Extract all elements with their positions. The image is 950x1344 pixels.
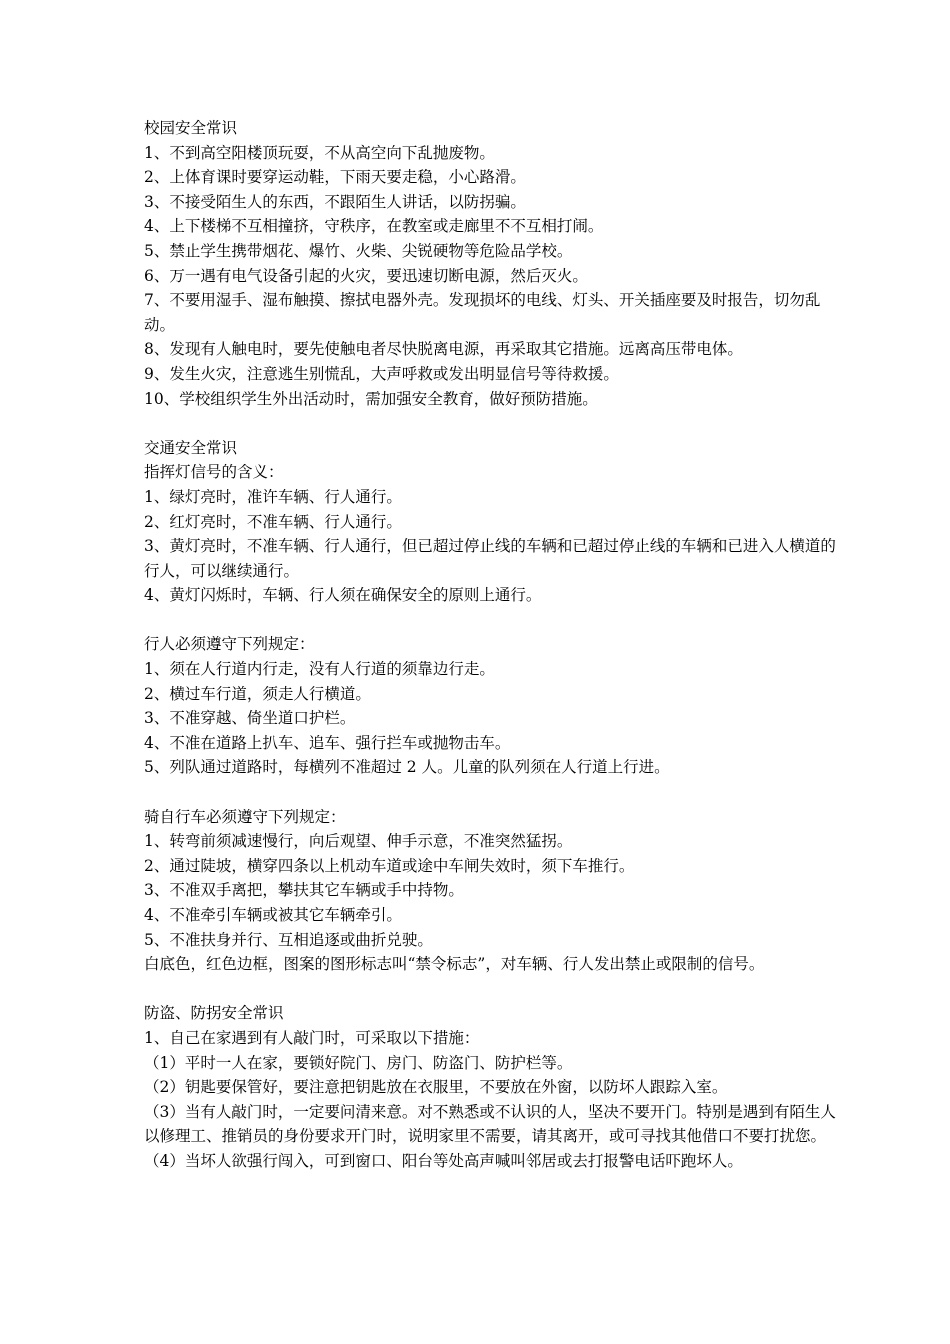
section-anti-theft: [144, 1001, 844, 1173]
list-item: 1、自己在家遇到有人敲门时，可采取以下措施：: [144, 1028, 480, 1047]
list-item: 1、不到高空阳楼顶玩耍，不从高空向下乱抛废物。: [144, 143, 495, 162]
list-item: 3、不准双手离把，攀扶其它车辆或手中持物。: [144, 881, 464, 900]
document-body: [144, 116, 844, 1198]
list-item: 8、发现有人触电时，要先使触电者尽快脱离电源，再采取其它措施。远离高压带电体。: [144, 340, 743, 359]
list-item: （3）当有人敲门时，一定要问清来意。对不熟悉或不认识的人，坚决不要开门。特别是遇到有陌生人以修理工、推销员的身份要求开门时，说明家里不需要，请其离开，或可寻找其他借口不要打扰您。: [144, 1102, 836, 1146]
list-item: 1、须在人行道内行走，没有人行道的须靠边行走。: [144, 660, 495, 679]
section-cycling-rules: [144, 805, 844, 977]
list-item: 4、黄灯闪烁时，车辆、行人须在确保安全的原则上通行。: [144, 586, 542, 605]
list-item: 5、列队通过道路时，每横列不准超过 2 人。儿童的队列须在人行道上行进。: [144, 758, 670, 777]
list-item: 5、不准扶身并行、互相追逐或曲折兑驶。: [144, 930, 433, 949]
section-pedestrian-rules: [144, 632, 844, 780]
list-item: （2）钥匙要保管好，要注意把钥匙放在衣服里，不要放在外窗，以防坏人跟踪入室。: [144, 1078, 728, 1097]
list-item: 3、黄灯亮时，不准车辆、行人通行，但已超过停止线的车辆和已超过停止线的车辆和已进入人横道的行人，可以继续通行。: [144, 537, 836, 580]
list-item: 4、不准牵引车辆或被其它车辆牵引。: [144, 906, 402, 924]
list-item: 指挥灯信号的含义：: [144, 463, 284, 482]
section-traffic-safety: [144, 436, 844, 608]
list-item: 2、红灯亮时，不准车辆、行人通行。: [144, 512, 402, 531]
section-title: 交通安全常识: [144, 438, 238, 457]
list-item: 2、横过车行道，须走人行横道。: [144, 684, 371, 703]
list-item: 1、转弯前须减速慢行，向后观望、伸手示意，不准突然猛拐。: [144, 832, 573, 851]
section-title: 骑自行车必须遵守下列规定：: [144, 807, 346, 826]
list-item: 1、绿灯亮时，准许车辆、行人通行。: [144, 487, 402, 506]
list-item: （1）平时一人在家，要锁好院门、房门、防盗门、防护栏等。: [144, 1053, 573, 1072]
list-item: 4、上下楼梯不互相撞挤，守秩序，在教室或走廊里不不互相打闹。: [144, 217, 604, 236]
list-item: 3、不接受陌生人的东西，不跟陌生人讲话，以防拐骗。: [144, 192, 526, 211]
list-item: （4）当坏人欲强行闯入，可到窗口、阳台等处高声喊叫邻居或去打报警电话吓跑坏人。: [144, 1151, 743, 1170]
section-title: 校园安全常识: [144, 119, 238, 137]
section-title: 防盗、防拐安全常识: [144, 1004, 284, 1023]
section-campus-safety: [144, 116, 844, 411]
list-item: 2、通过陡坡，横穿四条以上机动车道或途中车闸失效时，须下车推行。: [144, 856, 635, 875]
list-item: 3、不准穿越、倚坐道口护栏。: [144, 709, 356, 728]
list-item: 4、不准在道路上扒车、追车、强行拦车或抛物击车。: [144, 733, 511, 752]
list-item: 9、发生火灾，注意逃生别慌乱，大声呼救或发出明显信号等待救援。: [144, 364, 619, 383]
list-item: 2、上体育课时要穿运动鞋，下雨天要走稳，小心路滑。: [144, 168, 526, 187]
list-item: 10、学校组织学生外出活动时，需加强安全教育，做好预防措施。: [144, 389, 598, 408]
list-item: 6、万一遇有电气设备引起的火灾，要迅速切断电源，然后灭火。: [144, 266, 588, 285]
list-item: 7、不要用湿手、湿布触摸、擦拭电器外壳。发现损坏的电线、灯头、开关插座要及时报告，切勿乱动。: [144, 291, 821, 334]
list-item: 白底色，红色边框，图案的图形标志叫“禁令标志”，对车辆、行人发出禁止或限制的信号。: [144, 955, 765, 974]
section-title: 行人必须遵守下列规定：: [144, 635, 315, 654]
list-item: 5、禁止学生携带烟花、爆竹、火柴、尖锐硬物等危险品学校。: [144, 241, 573, 260]
